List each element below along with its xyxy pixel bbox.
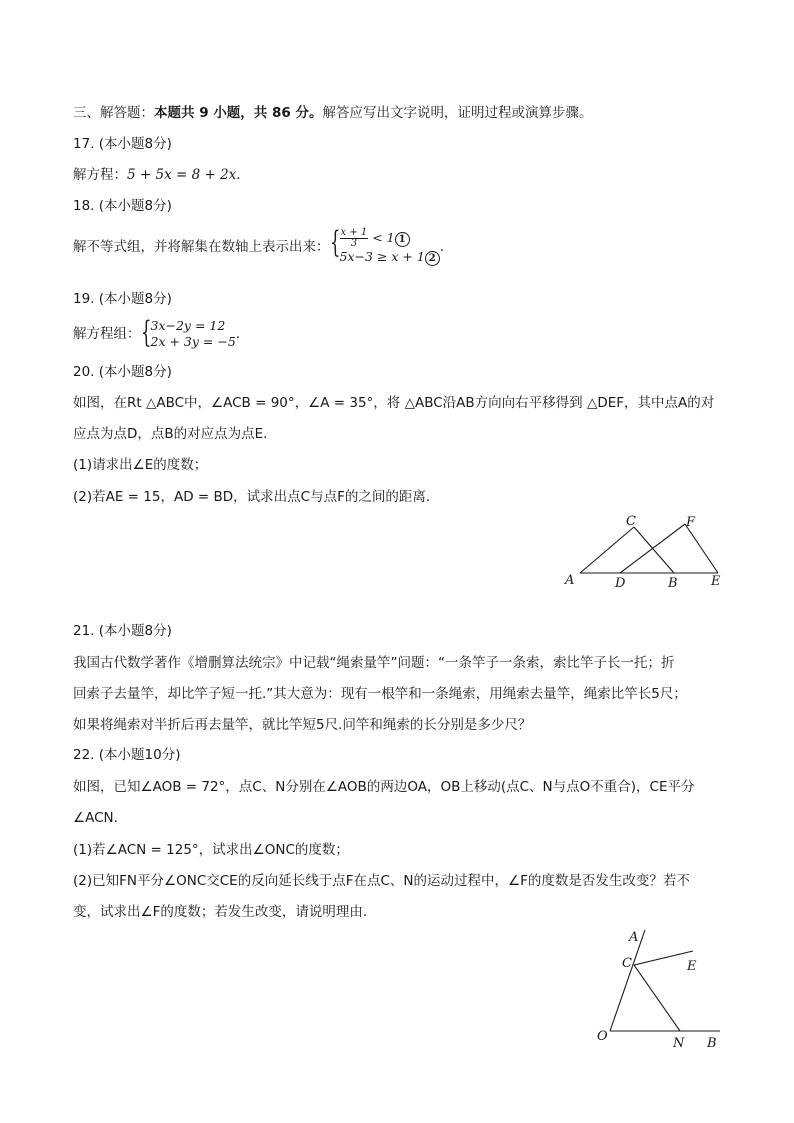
q20-segment-FE xyxy=(685,524,718,573)
q19-end: . xyxy=(235,326,241,342)
q19-brace: { xyxy=(140,315,152,350)
q20-segment-CB xyxy=(634,527,674,573)
q20-heading: 20. (本小题8分) xyxy=(73,364,172,380)
q21-line3: 如果将绳索对半折后再去量竿，就比竿短5尺.问竿和绳索的长分别是多少尺？ xyxy=(73,717,532,733)
section-prefix: 三、解答题： xyxy=(73,105,154,121)
q19-text: 解方程组： xyxy=(73,326,141,342)
section-instructions: 解答应写出文字说明，证明过程或演算步骤。 xyxy=(322,105,593,121)
q22-part2-b: 变，试求出∠F的度数；若发生改变，请说明理由. xyxy=(73,904,368,920)
q22-part2-a: (2)已知FN平分∠ONC交CE的反向延长线于点F在点C、N的运动过程中，∠F的度数是否发生改变？若不 xyxy=(73,873,690,889)
q18-frac-num: x + 1 xyxy=(340,227,368,238)
q22-label-N: N xyxy=(673,1036,685,1050)
q18-ineq2: 5x−3 ≥ x + 1 xyxy=(339,249,425,264)
q19-body xyxy=(73,315,241,350)
q20-label-C: C xyxy=(626,514,636,529)
q18-brace: { xyxy=(329,225,341,260)
q20-line2: 应点为点D，点B的对应点为点E. xyxy=(73,426,268,442)
q22-heading: 22. (本小题10分) xyxy=(73,747,181,763)
q20-figure xyxy=(560,510,730,595)
q20-label-F: F xyxy=(686,515,696,530)
q22-label-B: B xyxy=(707,1036,717,1050)
section-count: 本题共 9 小题，共 86 分。 xyxy=(154,105,323,121)
q19-equation-system xyxy=(140,315,236,350)
q17-heading: 17. (本小题8分) xyxy=(73,136,172,152)
q18-mark1: 1 xyxy=(395,232,410,247)
q21-line2: 回索子去量竿，却比竿子短一托.”其大意为：现有一根竿和一条绳索，用绳索去量竿，绳索比竿长5尺； xyxy=(73,686,687,702)
q22-ray-OA xyxy=(610,930,645,1031)
q19-eq1: 3x−2y = 12 xyxy=(150,318,226,333)
q18-text: 解不等式组，并将解集在数轴上表示出来： xyxy=(73,239,330,255)
section-header xyxy=(73,104,592,122)
q22-figure xyxy=(590,925,730,1050)
q21-heading: 21. (本小题8分) xyxy=(73,623,172,639)
q19-eq2: 2x + 3y = −5 xyxy=(150,334,236,349)
q20-label-B: B xyxy=(668,576,678,591)
q20-segment-DF xyxy=(620,524,685,573)
q19-heading: 19. (本小题8分) xyxy=(73,291,172,307)
q22-label-A: A xyxy=(629,930,639,945)
q20-part1: (1)请求出∠E的度数； xyxy=(73,457,208,473)
q18-fraction xyxy=(340,228,369,249)
q17-equation: 5 + 5x = 8 + 2x. xyxy=(127,167,241,183)
q21-line1: 我国古代数学著作《增删算法统宗》中记载“绳索量竿”问题：“一条竿子一条索，索比竿子长一托；折 xyxy=(73,655,675,671)
q17-body xyxy=(73,166,241,184)
q20-label-D: D xyxy=(615,576,626,591)
q18-body xyxy=(73,225,445,266)
q18-heading: 18. (本小题8分) xyxy=(73,198,172,214)
q20-label-A: A xyxy=(565,573,575,588)
q22-label-C: C xyxy=(622,956,632,971)
q20-label-E: E xyxy=(711,574,721,589)
q22-label-O: O xyxy=(597,1029,608,1044)
q22-part1: (1)若∠ACN = 125°，试求出∠ONC的度数； xyxy=(73,842,349,858)
q20-part2: (2)若AE = 15，AD = BD，试求出点C与点F的之间的距离. xyxy=(73,489,431,505)
q22-segment-CN xyxy=(634,965,680,1031)
q18-mark2: 2 xyxy=(425,251,440,266)
q22-ray-CE xyxy=(634,951,693,965)
q18-row2 xyxy=(340,249,440,266)
q20-segment-AC xyxy=(580,527,634,573)
q18-inequality-system xyxy=(329,225,440,266)
q18-frac-den: 3 xyxy=(350,238,358,249)
q22-label-E: E xyxy=(687,959,697,974)
q18-ineq1-tail: < 1 xyxy=(372,230,395,245)
q18-end: . xyxy=(439,239,445,255)
q18-row1 xyxy=(340,228,440,249)
q17-text: 解方程： xyxy=(73,167,127,183)
q20-line1: 如图，在Rt △ABC中，∠ACB = 90°，∠A = 35°，将 △ABC沿AB方向向右平移得到 △DEF，其中点A的对 xyxy=(73,395,715,411)
q22-line1: 如图，已知∠AOB = 72°，点C、N分别在∠AOB的两边OA，OB上移动(点C、N与点O不重合)，CE平分 xyxy=(73,779,695,795)
q22-line2: ∠ACN. xyxy=(73,810,118,826)
